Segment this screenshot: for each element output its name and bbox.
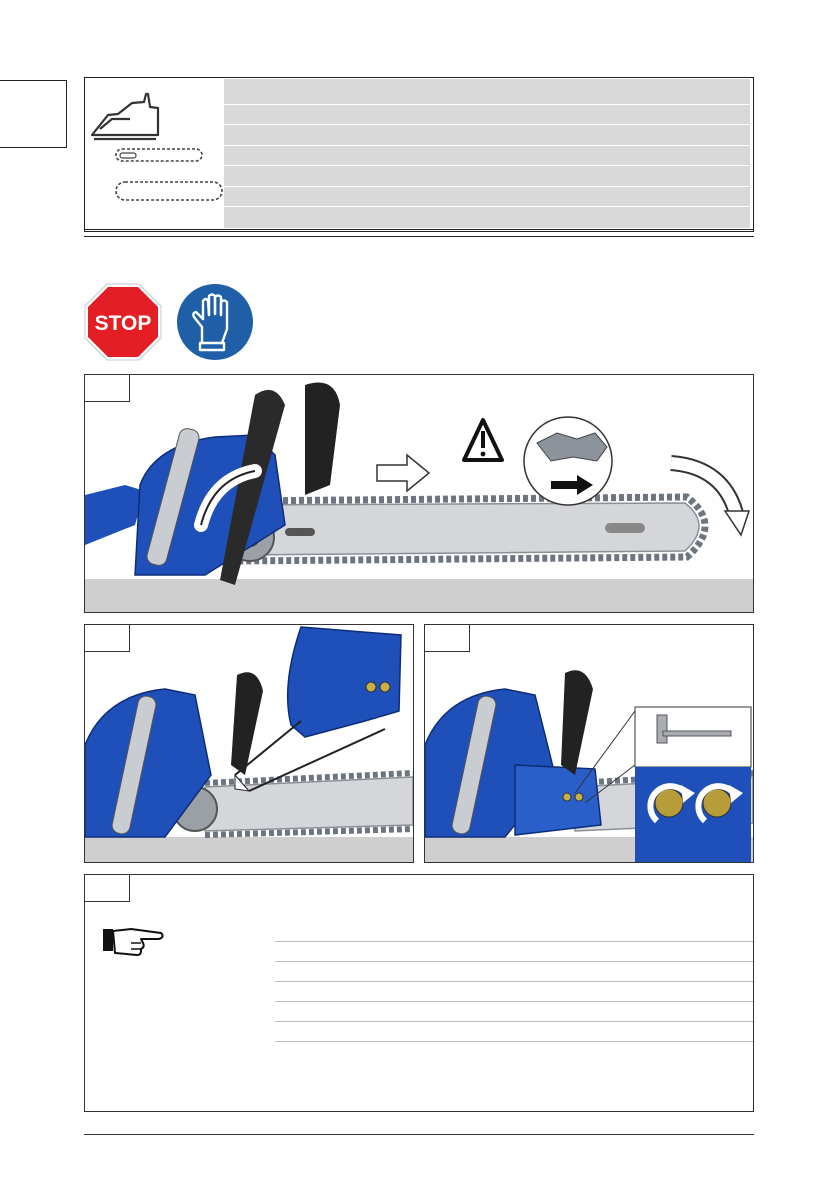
note-text-line (275, 981, 754, 982)
note-text-line (275, 961, 754, 962)
text-line (224, 104, 750, 105)
chainsaw-chain-fitting-illustration (85, 375, 753, 612)
pointing-hand-icon (101, 923, 165, 959)
note-text-line (275, 1041, 754, 1042)
note-text-line (275, 1021, 754, 1022)
figure-number-box (85, 375, 130, 402)
figure-number-box (425, 625, 470, 652)
stop-sign-text: STOP (94, 312, 152, 335)
figure-4-note-box (84, 874, 754, 1112)
text-line (224, 145, 750, 146)
figure-2-attach-cover (84, 624, 414, 863)
chainsaw-outline-icon (86, 79, 223, 228)
figure-number-box (85, 625, 130, 652)
header-bottom-band (84, 229, 754, 237)
note-text-line (275, 1001, 754, 1002)
figure-3-tighten-nuts (424, 624, 754, 863)
text-line (224, 186, 750, 187)
cover-nuts-illustration (425, 625, 753, 862)
sprocket-cover-illustration (85, 625, 413, 862)
figure-1-chain-direction (84, 374, 754, 613)
language-tab (0, 80, 67, 148)
protective-gloves-icon (176, 283, 254, 361)
figure-number-box (85, 875, 130, 902)
text-line (224, 206, 750, 207)
note-text-line (275, 941, 754, 942)
footer-rule (84, 1134, 754, 1135)
chainsaw-bar-chain-pictogram (86, 79, 223, 228)
text-line (224, 165, 750, 166)
stop-sign-icon (84, 283, 162, 361)
header-text-placeholder (224, 79, 750, 228)
text-line (224, 124, 750, 125)
